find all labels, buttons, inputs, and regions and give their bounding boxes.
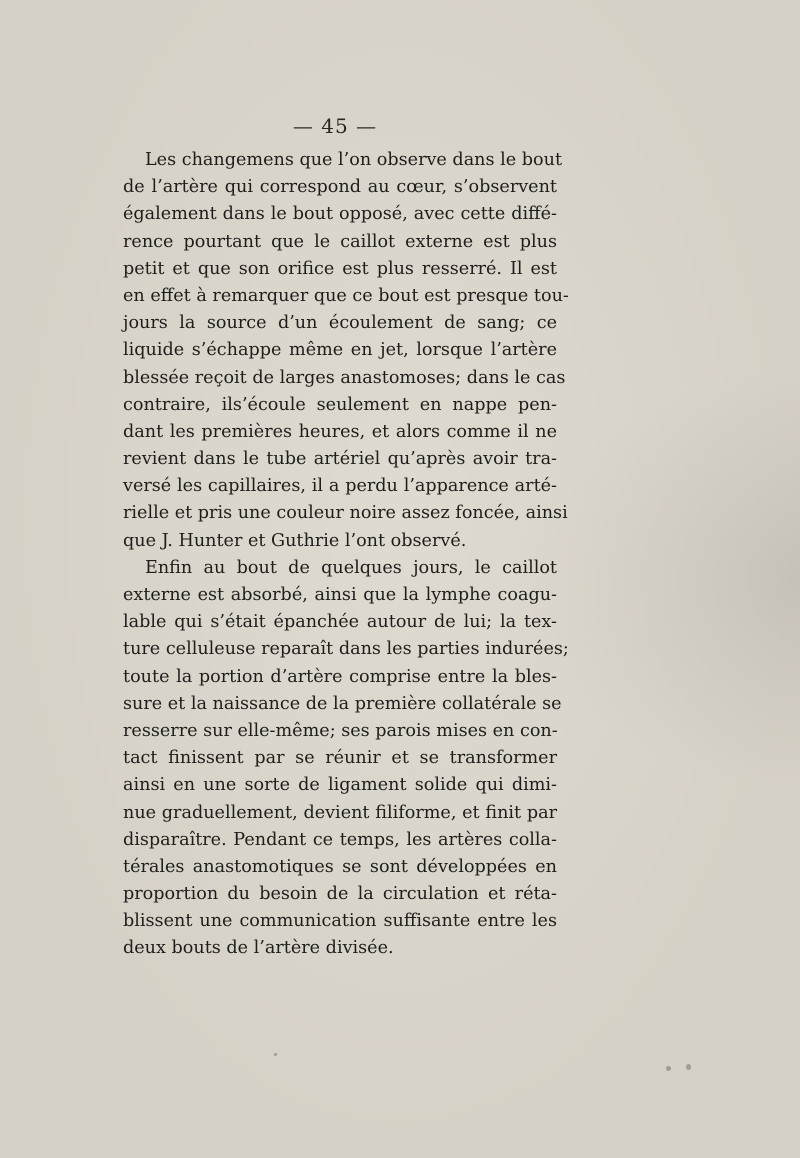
text-line: resserre sur elle-même; ses parois mises en con-: [123, 720, 558, 741]
paragraph-1: [123, 147, 569, 555]
page-number-header: — 45 —: [292, 114, 378, 138]
text-line: Enfin au bout de quelques jours, le caillot: [145, 557, 557, 578]
text-line: blessée reçoit de larges anastomoses; dans le cas: [123, 367, 566, 388]
body-text: [123, 147, 569, 963]
text-line: toute la portion d’artère comprise entre la bles-: [123, 666, 557, 687]
text-line: rielle et pris une couleur noire assez foncée, ainsi: [123, 503, 568, 524]
text-line: rence pourtant que le caillot externe est plus: [123, 231, 557, 252]
text-line: lable qui s’était épanchée autour de lui; la tex-: [123, 612, 557, 633]
text-line: en effet à remarquer que ce bout est presque tou-: [123, 285, 569, 306]
text-line: revient dans le tube artériel qu’après avoir tra-: [123, 449, 557, 470]
ink-spot: [274, 1053, 277, 1056]
text-line: deux bouts de l’artère divisée.: [123, 938, 394, 959]
text-line: jours la source d’un écoulement de sang; ce: [123, 313, 557, 334]
text-line: que J. Hunter et Guthrie l’ont observé.: [123, 530, 467, 551]
text-line: blissent une communication suffisante entre les: [123, 911, 557, 932]
text-line: tact finissent par se réunir et se transformer: [123, 748, 557, 769]
text-line: dant les premières heures, et alors comme il ne: [123, 421, 557, 442]
ink-spot: [686, 1064, 691, 1070]
text-line: externe est absorbé, ainsi que la lymphe coagu-: [123, 585, 557, 605]
text-line: proportion du besoin de la circulation et réta-: [123, 884, 557, 905]
text-line: également dans le bout opposé, avec cette diffé-: [123, 204, 557, 225]
text-line: contraire, ils’écoule seulement en nappe pen-: [123, 394, 557, 415]
ink-spot: [666, 1066, 671, 1071]
text-line: de l’artère qui correspond au cœur, s’observent: [123, 177, 557, 198]
text-line: liquide s’échappe même en jet, lorsque l’artère: [123, 340, 557, 361]
text-line: petit et que son orifice est plus resserré. Il est: [123, 258, 557, 279]
text-line: versé les capillaires, il a perdu l’apparence arté-: [123, 476, 557, 497]
paragraph-2: [123, 555, 569, 963]
text-line: sure et la naissance de la première collatérale se: [123, 693, 562, 714]
text-line: disparaître. Pendant ce temps, les artères colla-: [123, 829, 557, 850]
text-line: Les changemens que l’on observe dans le bout: [145, 150, 563, 170]
text-line: térales anastomotiques se sont développées en: [123, 856, 557, 877]
text-line: ainsi en une sorte de ligament solide qui dimi-: [123, 775, 557, 796]
text-line: nue graduellement, devient filiforme, et finit par: [123, 802, 557, 823]
text-line: ture celluleuse reparaît dans les parties indurées;: [123, 639, 569, 660]
